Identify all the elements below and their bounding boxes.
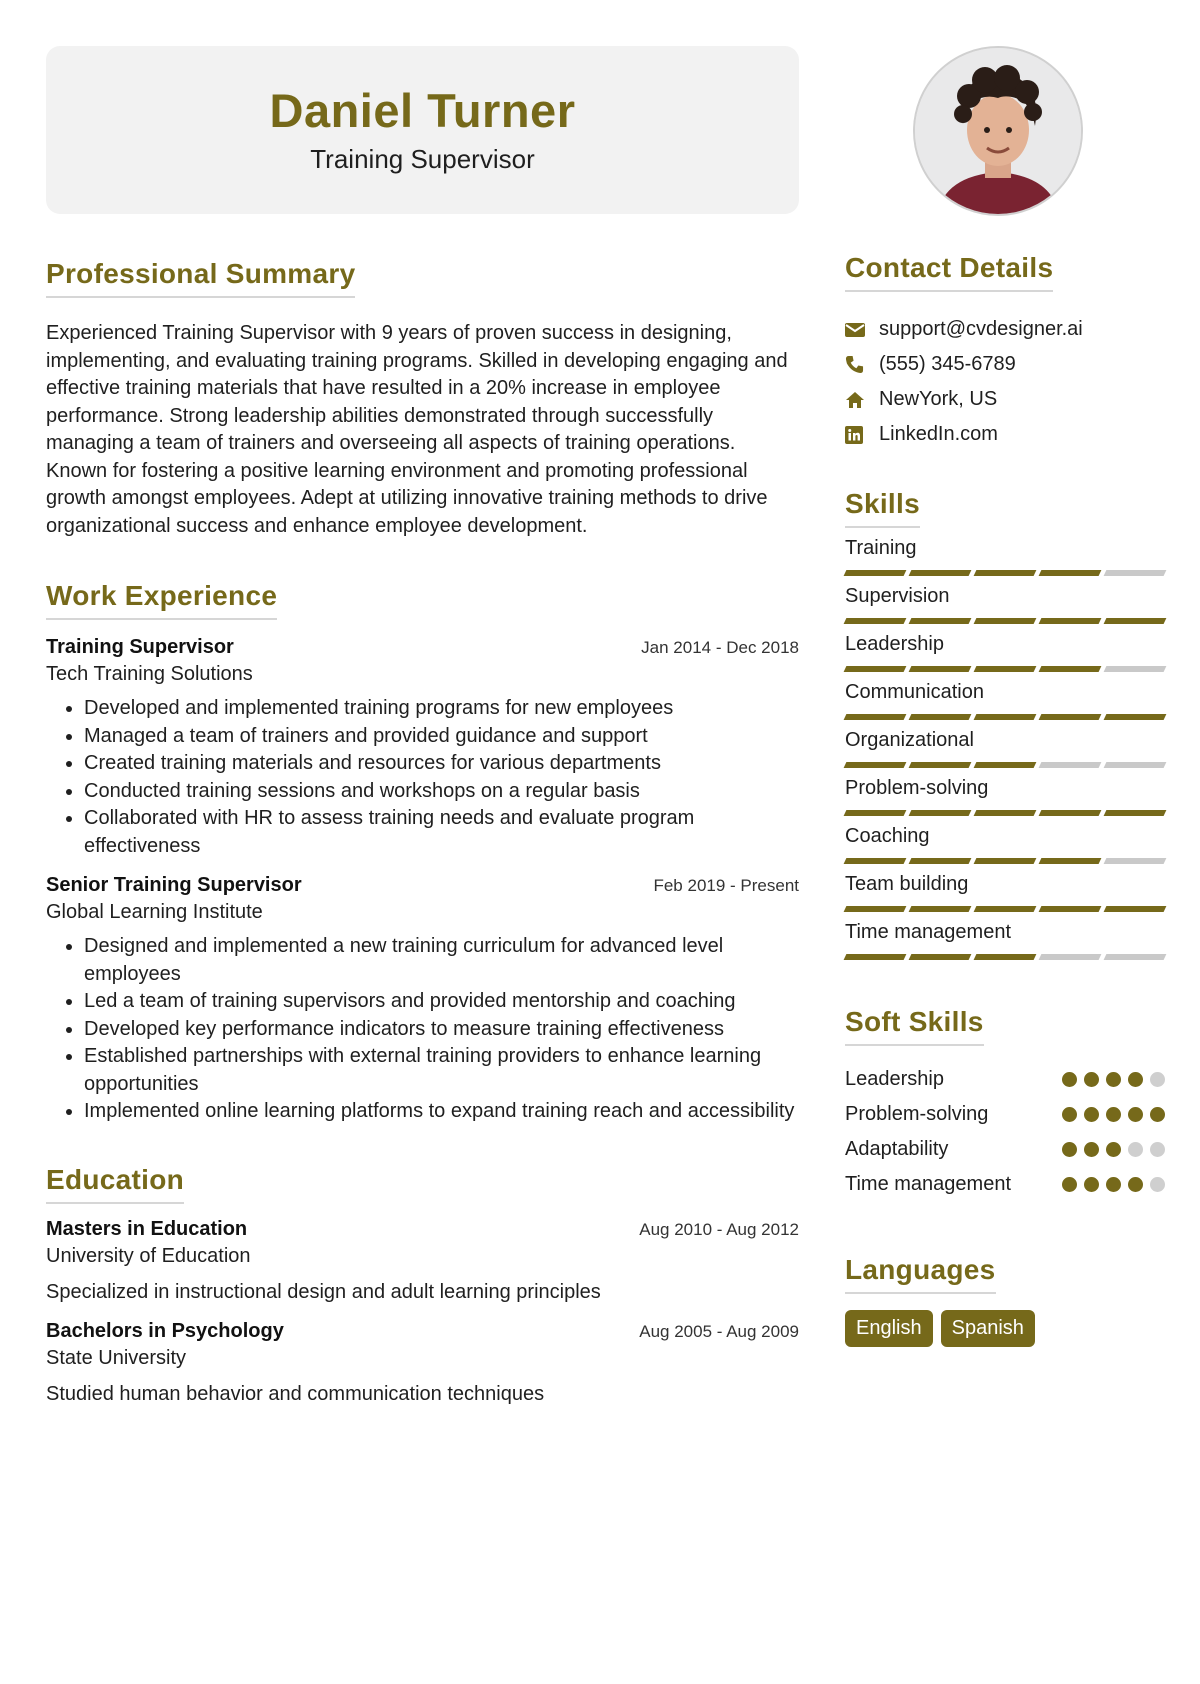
skill-name: Time management	[845, 921, 1011, 943]
skill-level-segment	[1039, 810, 1102, 816]
skill-level-segment	[974, 906, 1037, 912]
job-bullets	[46, 933, 799, 1126]
job-bullet: • Collaborated with HR to assess training needs and evaluate program effectiveness	[84, 805, 799, 860]
skill-level-bar	[845, 906, 1165, 912]
envelope-icon	[845, 322, 879, 338]
soft-skill-item	[845, 1097, 1165, 1132]
rating-dot	[1106, 1142, 1121, 1157]
job-title: Training Supervisor	[46, 636, 234, 658]
skill-level-segment	[1039, 954, 1102, 960]
rating-dot	[1128, 1107, 1143, 1122]
skill-level-segment	[1104, 618, 1167, 624]
soft-skill-item	[845, 1132, 1165, 1167]
phone-icon	[845, 355, 879, 374]
candidate-name: Daniel Turner	[269, 83, 576, 137]
job-company: Tech Training Solutions	[46, 663, 253, 685]
skill-level-segment	[974, 618, 1037, 624]
rating-dot	[1150, 1142, 1165, 1157]
skill-item	[845, 777, 1165, 816]
summary-heading: Professional Summary	[46, 258, 355, 298]
skill-level-segment	[844, 618, 907, 624]
education-entry	[46, 1320, 799, 1406]
job-bullet: • Developed key performance indicators to measure training effectiveness	[84, 1016, 799, 1044]
rating-dot	[1062, 1177, 1077, 1192]
skill-level-segment	[844, 762, 907, 768]
skill-level-segment	[844, 570, 907, 576]
skill-name: Organizational	[845, 729, 974, 751]
skill-name: Training	[845, 537, 917, 559]
rating-dot	[1084, 1072, 1099, 1087]
contact-location	[845, 382, 1165, 417]
skill-level-segment	[974, 762, 1037, 768]
job-bullet: • Implemented online learning platforms to expand training reach and accessibility	[84, 1098, 799, 1126]
skill-level-segment	[909, 810, 972, 816]
skill-level-segment	[844, 906, 907, 912]
school-name: State University	[46, 1346, 187, 1369]
skill-level-segment	[974, 954, 1037, 960]
job-company: Global Learning Institute	[46, 901, 263, 923]
job-entry	[46, 636, 799, 860]
skill-level-bar	[845, 570, 1165, 576]
skill-name: Leadership	[845, 633, 944, 655]
skill-level-segment	[1104, 570, 1167, 576]
rating-dot	[1062, 1107, 1077, 1122]
skill-item	[845, 729, 1165, 768]
skill-level-segment	[974, 570, 1037, 576]
skills-section	[845, 488, 1165, 960]
skill-level-segment	[909, 906, 972, 912]
education-date: Aug 2010 - Aug 2012	[639, 1219, 799, 1239]
job-date: Jan 2014 - Dec 2018	[641, 638, 799, 657]
job-date: Feb 2019 - Present	[653, 876, 799, 895]
rating-dot	[1106, 1177, 1121, 1192]
skill-level-segment	[844, 666, 907, 672]
skill-level-segment	[1039, 906, 1102, 912]
contact-phone	[845, 347, 1165, 382]
skill-level-bar	[845, 714, 1165, 720]
language-tag: Spanish	[941, 1310, 1035, 1347]
education-heading: Education	[46, 1164, 184, 1204]
skill-level-segment	[1039, 570, 1102, 576]
skill-item	[845, 537, 1165, 576]
job-bullet: • Led a team of training supervisors and provided mentorship and coaching	[84, 988, 799, 1016]
rating-dot	[1084, 1177, 1099, 1192]
skill-level-segment	[909, 570, 972, 576]
skill-level-bar	[845, 810, 1165, 816]
degree-title: Masters in Education	[46, 1217, 248, 1240]
skill-level-segment	[974, 858, 1037, 864]
soft-skill-item	[845, 1167, 1165, 1202]
rating-dot	[1150, 1107, 1165, 1122]
skill-level-segment	[909, 666, 972, 672]
job-bullets	[46, 695, 799, 860]
skill-level-segment	[909, 714, 972, 720]
soft-skill-rating	[1062, 1142, 1165, 1157]
header-box	[46, 46, 799, 214]
education-description: Specialized in instructional design and adult learning principles	[46, 1280, 601, 1303]
soft-skill-name: Adaptability	[845, 1138, 949, 1160]
school-name: University of Education	[46, 1244, 251, 1267]
soft-skill-rating	[1062, 1107, 1165, 1122]
languages-heading: Languages	[845, 1254, 996, 1294]
summary-text: Experienced Training Supervisor with 9 years of proven success in designing, implementing, and evaluating training programs. Skilled in developing engaging and effective training materials that have resulted in a 20% increase in employee performance. Strong leadership abilities demonstrated through successfully managing a team of trainers and overseeing all aspects of training operations. Known for fostering a positive learning environment and promoting professional growth amongst employees. Adept at utilizing innovative training methods to drive organizational success and enhance employee development.	[46, 322, 788, 537]
skill-level-bar	[845, 666, 1165, 672]
rating-dot	[1084, 1142, 1099, 1157]
skill-level-bar	[845, 762, 1165, 768]
degree-title: Bachelors in Psychology	[46, 1319, 284, 1342]
phone-text: (555) 345-6789	[879, 353, 1016, 375]
skill-item	[845, 921, 1165, 960]
skill-name: Coaching	[845, 825, 930, 847]
skill-level-segment	[1039, 858, 1102, 864]
skill-level-segment	[909, 618, 972, 624]
summary-section	[46, 258, 799, 540]
sidebar-column	[845, 46, 1165, 1347]
skill-level-segment	[844, 810, 907, 816]
job-entry	[46, 874, 799, 1126]
skill-level-segment	[909, 762, 972, 768]
skill-level-segment	[1104, 666, 1167, 672]
skill-level-segment	[1104, 810, 1167, 816]
soft-skills-heading: Soft Skills	[845, 1006, 984, 1046]
skill-name: Problem-solving	[845, 777, 989, 799]
soft-skill-rating	[1062, 1072, 1165, 1087]
main-column	[46, 46, 799, 1406]
job-bullet: • Developed and implemented training programs for new employees	[84, 695, 799, 723]
skill-level-segment	[844, 858, 907, 864]
soft-skill-name: Time management	[845, 1173, 1011, 1195]
skill-level-segment	[1104, 858, 1167, 864]
skill-level-segment	[1104, 906, 1167, 912]
work-heading: Work Experience	[46, 580, 277, 620]
skill-level-segment	[909, 858, 972, 864]
soft-skill-name: Problem-solving	[845, 1103, 989, 1125]
skill-name: Supervision	[845, 585, 950, 607]
skill-level-segment	[1104, 714, 1167, 720]
education-date: Aug 2005 - Aug 2009	[639, 1321, 799, 1341]
linkedin-text: LinkedIn.com	[879, 423, 998, 445]
skill-item	[845, 633, 1165, 672]
rating-dot	[1106, 1107, 1121, 1122]
skill-level-segment	[974, 810, 1037, 816]
rating-dot	[1128, 1072, 1143, 1087]
contact-email	[845, 312, 1165, 347]
soft-skills-section	[845, 1006, 1165, 1202]
rating-dot	[1084, 1107, 1099, 1122]
education-description: Studied human behavior and communication techniques	[46, 1382, 545, 1405]
skill-level-segment	[1039, 618, 1102, 624]
skill-level-segment	[844, 714, 907, 720]
education-section	[46, 1164, 799, 1406]
skill-level-segment	[1104, 954, 1167, 960]
soft-skills-list	[845, 1062, 1165, 1202]
skill-level-segment	[974, 666, 1037, 672]
contact-linkedin	[845, 417, 1165, 452]
languages-list	[845, 1310, 1165, 1347]
skill-item	[845, 585, 1165, 624]
candidate-role: Training Supervisor	[310, 144, 535, 175]
rating-dot	[1150, 1177, 1165, 1192]
skill-level-segment	[844, 954, 907, 960]
rating-dot	[1128, 1177, 1143, 1192]
skill-level-segment	[1039, 666, 1102, 672]
soft-skill-name: Leadership	[845, 1068, 944, 1090]
skill-level-segment	[1039, 714, 1102, 720]
skill-level-segment	[909, 954, 972, 960]
rating-dot	[1128, 1142, 1143, 1157]
job-bullet: • Established partnerships with external training providers to enhance learning opportunities	[84, 1043, 799, 1098]
skill-level-segment	[1104, 762, 1167, 768]
skill-item	[845, 873, 1165, 912]
contact-heading: Contact Details	[845, 252, 1053, 292]
job-bullet: • Managed a team of trainers and provided guidance and support	[84, 723, 799, 751]
soft-skill-item	[845, 1062, 1165, 1097]
job-title: Senior Training Supervisor	[46, 874, 302, 896]
job-bullet: • Conducted training sessions and workshops on a regular basis	[84, 778, 799, 806]
job-bullet: • Designed and implemented a new training curriculum for advanced level employees	[84, 933, 799, 988]
rating-dot	[1062, 1142, 1077, 1157]
work-section	[46, 580, 799, 1126]
soft-skill-rating	[1062, 1177, 1165, 1192]
home-icon	[845, 391, 879, 409]
linkedin-icon	[845, 426, 879, 444]
education-entry	[46, 1218, 799, 1304]
skill-level-bar	[845, 858, 1165, 864]
skill-item	[845, 825, 1165, 864]
skill-level-bar	[845, 618, 1165, 624]
skill-item	[845, 681, 1165, 720]
email-text: support@cvdesigner.ai	[879, 318, 1083, 340]
language-tag: English	[845, 1310, 933, 1347]
rating-dot	[1106, 1072, 1121, 1087]
job-bullet: • Created training materials and resources for various departments	[84, 750, 799, 778]
skill-name: Team building	[845, 873, 969, 895]
location-text: NewYork, US	[879, 388, 998, 410]
skill-level-segment	[974, 714, 1037, 720]
skill-name: Communication	[845, 681, 984, 703]
languages-section	[845, 1254, 1165, 1347]
rating-dot	[1062, 1072, 1077, 1087]
contact-section	[845, 252, 1165, 452]
skills-list	[845, 537, 1165, 960]
skill-level-bar	[845, 954, 1165, 960]
skills-heading: Skills	[845, 488, 920, 528]
rating-dot	[1150, 1072, 1165, 1087]
skill-level-segment	[1039, 762, 1102, 768]
